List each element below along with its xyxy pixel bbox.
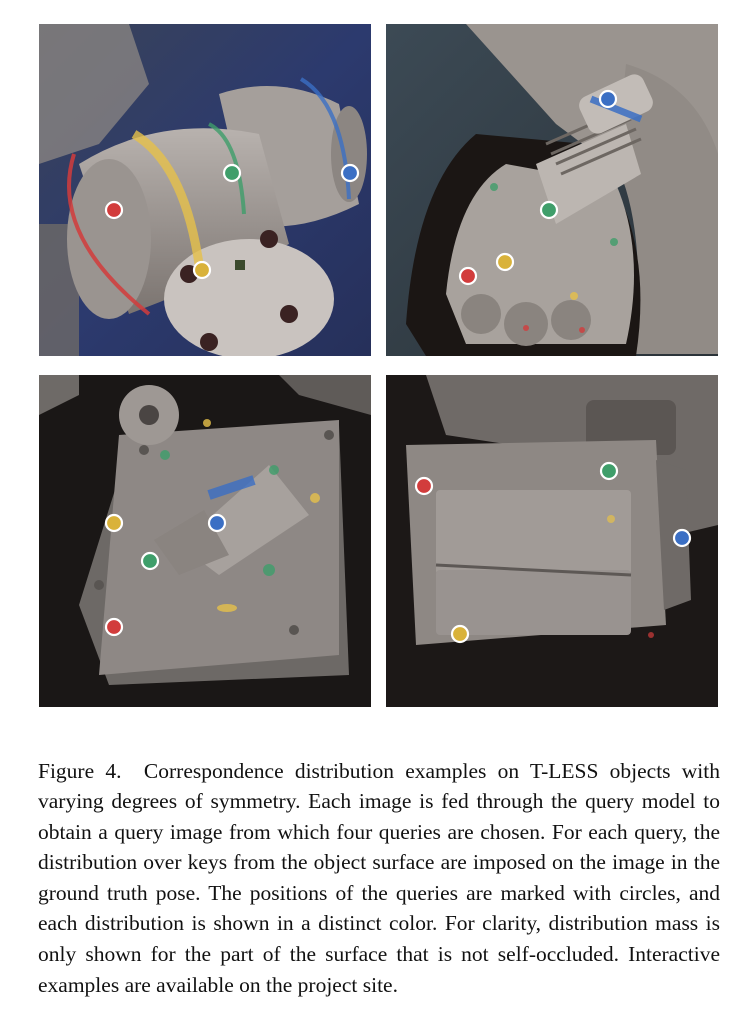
query-marker-blue	[342, 165, 358, 181]
caption-label: Figure 4.	[38, 758, 122, 783]
query-marker-green	[541, 202, 557, 218]
panel-top-left-image	[39, 24, 371, 356]
query-marker-yellow	[452, 626, 468, 642]
panel-top-right	[386, 24, 718, 356]
query-marker-yellow	[194, 262, 210, 278]
query-marker-green	[224, 165, 240, 181]
panel-bottom-left	[39, 375, 371, 707]
query-marker-blue	[674, 530, 690, 546]
caption-text: Correspondence distribution examples on T-LESS objects with varying degrees of symmetry. Each image is fed through the query model to obtain a query image from which four queries are chosen. For each query, the distribution over keys from the object surface are imposed on the image in the ground truth pose. The positions of the queries are marked with circles, and each distribution is shown in a distinct color. For clarity, distribution mass is only shown for the part of the surface that is not self-occluded. Interactive examples are available on the project site.	[38, 758, 720, 997]
panel-top-left	[39, 24, 371, 356]
query-marker-red	[460, 268, 476, 284]
panel-bottom-right-image	[386, 375, 718, 707]
query-marker-blue	[600, 91, 616, 107]
query-marker-blue	[209, 515, 225, 531]
panel-bottom-right	[386, 375, 718, 707]
query-marker-yellow	[497, 254, 513, 270]
query-marker-red	[106, 619, 122, 635]
query-marker-green	[601, 463, 617, 479]
query-marker-red	[106, 202, 122, 218]
panel-bottom-left-image	[39, 375, 371, 707]
query-marker-red	[416, 478, 432, 494]
panel-top-right-image	[386, 24, 718, 356]
query-marker-green	[142, 553, 158, 569]
figure-caption	[38, 756, 720, 1001]
query-marker-yellow	[106, 515, 122, 531]
